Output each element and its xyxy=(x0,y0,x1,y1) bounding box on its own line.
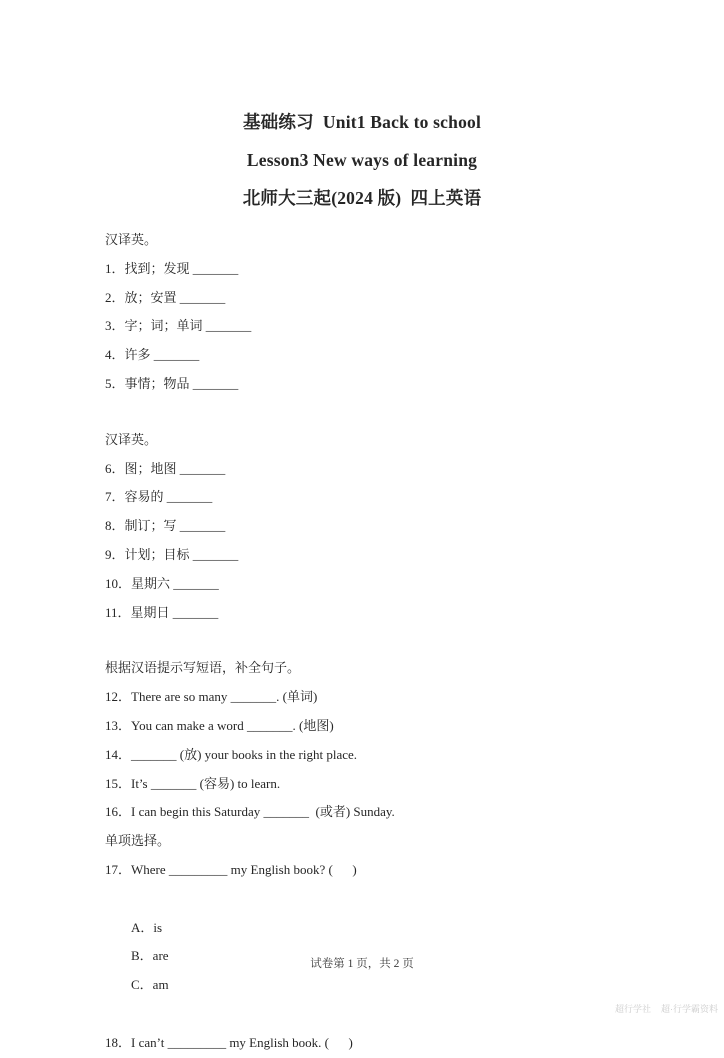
worksheet-body xyxy=(105,226,654,1058)
item-8: 8．制订；写 _______ xyxy=(105,518,226,534)
item-2: 2．放；安置 _______ xyxy=(105,289,226,305)
item-13: 13．You can make a word _______. (地图) xyxy=(105,717,334,733)
title-block xyxy=(0,0,724,217)
page-footer: 试卷第 1 页，共 2 页 xyxy=(310,958,414,970)
section-translation-1 xyxy=(105,226,654,399)
item-6: 6．图；地图 _______ xyxy=(105,460,226,476)
section-translation-2 xyxy=(105,426,654,628)
item-10: 10．星期六 _______ xyxy=(105,575,219,591)
item-18: 18．I can’t _________ my English book. ( ) xyxy=(105,1034,353,1050)
item-11: 11．星期日 _______ xyxy=(105,604,219,620)
item-3: 3．字；词；单词 _______ xyxy=(105,318,252,334)
section-complete-sentences xyxy=(105,654,654,827)
option-c: C．am xyxy=(131,977,169,993)
item-9: 9．计划；目标 _______ xyxy=(105,546,239,562)
item-4: 4．许多 _______ xyxy=(105,347,200,363)
item-17: 17．Where _________ my English book? ( ) xyxy=(105,861,357,877)
section-multiple-choice xyxy=(105,827,654,1057)
item-15: 15．It’s _______ (容易) to learn. xyxy=(105,775,281,791)
title-line-2: Lesson3 New ways of learning xyxy=(246,150,478,170)
option-b: B．are xyxy=(131,948,169,964)
section-4-heading: 单项选择。 xyxy=(105,833,171,849)
item-14: 14．_______ (放) your books in the right place. xyxy=(105,746,358,762)
watermark-text: 超行学社 超·行学霸资料 xyxy=(615,1004,718,1014)
item-16: 16．I can begin this Saturday _______ (或者) Sunday. xyxy=(105,804,395,820)
option-a: A．is xyxy=(131,919,163,935)
title-line-3: 北师大三起(2024 版) 四上英语 xyxy=(242,188,482,208)
item-5: 5．事情；物品 _______ xyxy=(105,375,239,391)
section-1-heading: 汉译英。 xyxy=(105,232,158,247)
section-3-heading: 根据汉语提示写短语，补全句子。 xyxy=(105,660,301,676)
item-12: 12．There are so many _______. (单词) xyxy=(105,689,318,705)
title-line-1: 基础练习 Unit1 Back to school xyxy=(242,112,482,132)
item-1: 1．找到；发现 _______ xyxy=(105,260,239,276)
section-2-heading: 汉译英。 xyxy=(105,431,158,447)
item-7: 7．容易的 _______ xyxy=(105,489,213,505)
